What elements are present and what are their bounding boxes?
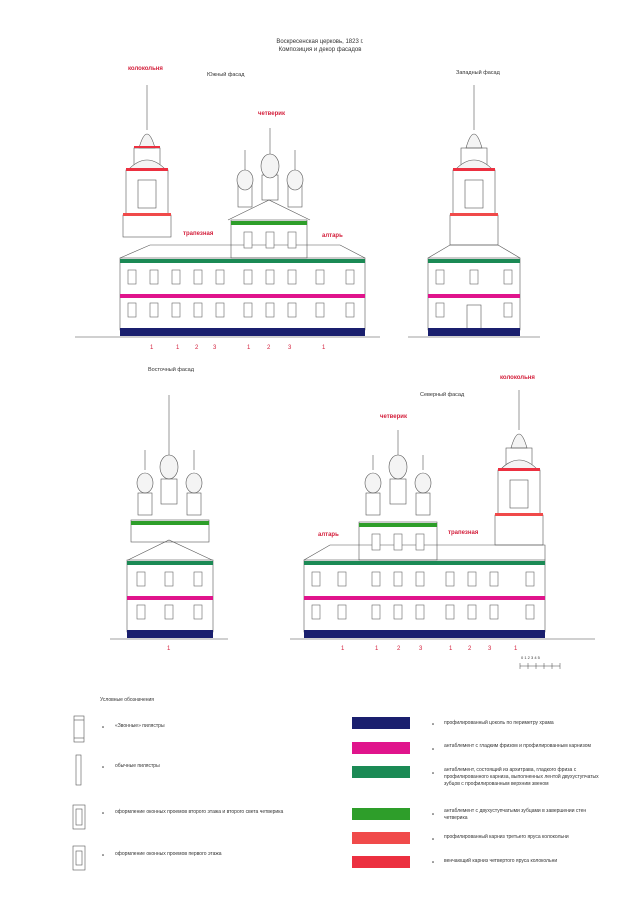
label-chetverik-south: четверик [258,111,285,117]
legend-swatch-plinth [352,717,410,729]
label-apse-south: алтарь [322,233,343,239]
south-num-3a: 3 [213,345,217,351]
legend-right-text-2: антаблемент с гладким фризом и профилированным карнизом [444,743,591,749]
legend-left-text-2: обычные пилястры [115,763,160,769]
north-num-1d: 1 [514,646,518,652]
legend-left-text-4: оформление оконных проемов первого этажа [115,851,222,857]
facade-label-east: Восточный фасад [148,367,194,373]
north-num-2a: 2 [397,646,401,652]
pilaster-plain-icon [76,755,81,785]
facade-label-west: Западный фасад [456,70,500,76]
south-num-3b: 3 [288,345,292,351]
scale-bar-label: 0 1 2 3 4 5 [521,655,540,660]
legend-right-text-1: профилированный цоколь по периметру храма [444,720,554,726]
label-refectory-north: трапезная [448,530,479,536]
legend-title: Условные обозначения [100,697,155,703]
north-num-3a: 3 [419,646,423,652]
label-bell-tower-north: колокольня [500,375,535,381]
legend-swatch-cornice-3rd [352,832,410,844]
legend-right-text-3: антаблемент, состоящий из архитрава, гладкого фриза с профилированного карниза, выполненных лентой двухуступчатых зубцов с профилированным верхним звеном [444,767,599,787]
legend-right-text-6: венчающий карниз четвертого яруса колокольни [444,858,558,864]
label-chetverik-north: четверик [380,414,407,420]
sheet-title-line1: Воскресенская церковь, 1823 г. [276,39,364,45]
legend-swatch-cornice-4th [352,856,410,868]
sheet-title-line2: Композиция и декор фасадов [278,47,362,53]
south-num-1b: 1 [176,345,180,351]
north-num-1a: 1 [341,646,345,652]
legend-left-text-3: оформление оконных проемов второго этажа и второго света четверика [115,809,284,815]
facade-label-south: Южный фасад [207,72,245,78]
legend-swatch-entablature-teeth [352,766,410,778]
legend-right-text-5: профилированный карниз третьего яруса колокольни [444,834,569,840]
legend-swatch-entablature-chetverik [352,808,410,820]
south-num-1d: 1 [322,345,326,351]
north-num-1c: 1 [449,646,453,652]
east-num-1: 1 [167,646,171,652]
legend-right-text-4: антаблемент с двухуступчатыми зубцами в завершении стен четверика [444,808,587,821]
north-num-2b: 2 [468,646,472,652]
legend-swatch-entablature-smooth [352,742,410,754]
south-num-2a: 2 [195,345,199,351]
south-num-1c: 1 [247,345,251,351]
facade-label-north: Северный фасад [420,392,465,398]
label-bell-tower-south: колокольня [128,66,163,72]
south-num-2b: 2 [267,345,271,351]
legend-left-text-1: «Звонные» пилястры [115,723,165,729]
label-refectory-south: трапезная [183,231,214,237]
label-apse-north: алтарь [318,532,339,538]
south-num-1a: 1 [150,345,154,351]
north-num-1b: 1 [375,646,379,652]
north-num-3b: 3 [488,646,492,652]
